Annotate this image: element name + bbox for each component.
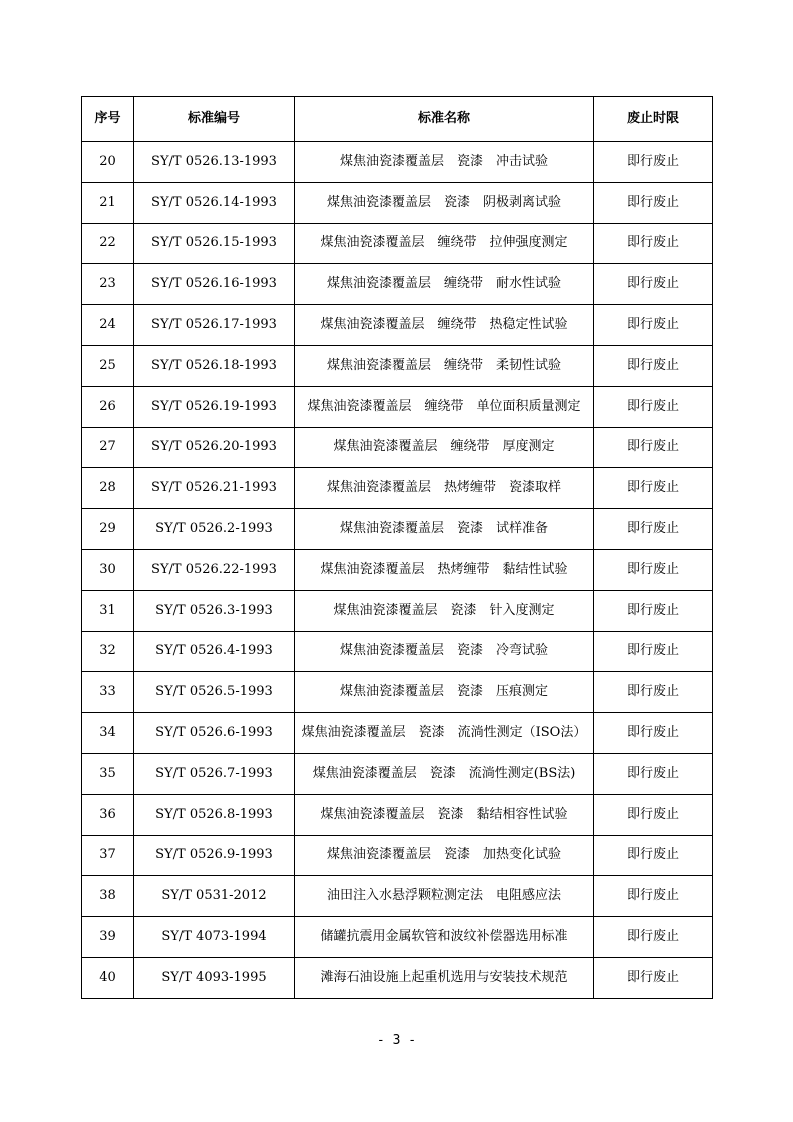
table-row xyxy=(82,345,713,386)
cell-standard-code: SY/T 0526.3-1993 xyxy=(134,590,295,631)
cell-standard-name: 煤焦油瓷漆覆盖层 瓷漆 流淌性测定（ISO法） xyxy=(295,713,594,754)
cell-standard-name: 煤焦油瓷漆覆盖层 瓷漆 黏结相容性试验 xyxy=(295,794,594,835)
header-abolish-deadline: 废止时限 xyxy=(594,97,713,142)
cell-standard-code: SY/T 0526.6-1993 xyxy=(134,713,295,754)
header-row xyxy=(82,97,713,142)
cell-serial-number: 34 xyxy=(82,713,134,754)
cell-standard-name: 煤焦油瓷漆覆盖层 缠绕带 拉伸强度测定 xyxy=(295,223,594,264)
cell-abolish-deadline: 即行废止 xyxy=(594,142,713,183)
cell-abolish-deadline: 即行废止 xyxy=(594,427,713,468)
table-row xyxy=(82,631,713,672)
cell-abolish-deadline: 即行废止 xyxy=(594,794,713,835)
cell-standard-code: SY/T 0526.19-1993 xyxy=(134,386,295,427)
cell-abolish-deadline: 即行废止 xyxy=(594,386,713,427)
cell-serial-number: 35 xyxy=(82,753,134,794)
table-header xyxy=(82,97,713,142)
cell-serial-number: 27 xyxy=(82,427,134,468)
cell-standard-name: 煤焦油瓷漆覆盖层 瓷漆 冲击试验 xyxy=(295,142,594,183)
table-row xyxy=(82,794,713,835)
cell-serial-number: 25 xyxy=(82,345,134,386)
cell-standard-code: SY/T 0526.18-1993 xyxy=(134,345,295,386)
table-row xyxy=(82,264,713,305)
cell-abolish-deadline: 即行废止 xyxy=(594,957,713,998)
cell-abolish-deadline: 即行废止 xyxy=(594,305,713,346)
cell-abolish-deadline: 即行废止 xyxy=(594,549,713,590)
table-body xyxy=(82,142,713,999)
cell-standard-name: 煤焦油瓷漆覆盖层 瓷漆 流淌性测定(BS法) xyxy=(295,753,594,794)
table-row xyxy=(82,713,713,754)
cell-serial-number: 20 xyxy=(82,142,134,183)
cell-standard-code: SY/T 0526.15-1993 xyxy=(134,223,295,264)
table-row xyxy=(82,509,713,550)
cell-standard-name: 煤焦油瓷漆覆盖层 瓷漆 压痕测定 xyxy=(295,672,594,713)
table-row xyxy=(82,182,713,223)
table-row xyxy=(82,672,713,713)
cell-standard-name: 煤焦油瓷漆覆盖层 瓷漆 试样准备 xyxy=(295,509,594,550)
cell-standard-code: SY/T 0526.5-1993 xyxy=(134,672,295,713)
cell-abolish-deadline: 即行废止 xyxy=(594,917,713,958)
table-row xyxy=(82,590,713,631)
cell-standard-code: SY/T 0526.4-1993 xyxy=(134,631,295,672)
cell-serial-number: 31 xyxy=(82,590,134,631)
cell-serial-number: 37 xyxy=(82,835,134,876)
cell-standard-code: SY/T 0526.21-1993 xyxy=(134,468,295,509)
cell-abolish-deadline: 即行废止 xyxy=(594,876,713,917)
cell-standard-code: SY/T 0526.16-1993 xyxy=(134,264,295,305)
cell-standard-name: 煤焦油瓷漆覆盖层 缠绕带 柔韧性试验 xyxy=(295,345,594,386)
cell-standard-name: 煤焦油瓷漆覆盖层 缠绕带 耐水性试验 xyxy=(295,264,594,305)
header-standard-name: 标准名称 xyxy=(295,97,594,142)
cell-serial-number: 33 xyxy=(82,672,134,713)
cell-standard-name: 煤焦油瓷漆覆盖层 瓷漆 加热变化试验 xyxy=(295,835,594,876)
standards-table xyxy=(81,96,713,999)
cell-abolish-deadline: 即行废止 xyxy=(594,468,713,509)
cell-serial-number: 22 xyxy=(82,223,134,264)
table-row xyxy=(82,917,713,958)
cell-abolish-deadline: 即行废止 xyxy=(594,509,713,550)
cell-standard-code: SY/T 0526.9-1993 xyxy=(134,835,295,876)
table-row xyxy=(82,386,713,427)
cell-abolish-deadline: 即行废止 xyxy=(594,264,713,305)
cell-standard-name: 煤焦油瓷漆覆盖层 热烤缠带 黏结性试验 xyxy=(295,549,594,590)
cell-serial-number: 38 xyxy=(82,876,134,917)
cell-standard-code: SY/T 0526.8-1993 xyxy=(134,794,295,835)
table-row xyxy=(82,468,713,509)
cell-serial-number: 23 xyxy=(82,264,134,305)
cell-abolish-deadline: 即行废止 xyxy=(594,753,713,794)
page-number: - 3 - xyxy=(376,1033,417,1048)
cell-abolish-deadline: 即行废止 xyxy=(594,590,713,631)
table-row xyxy=(82,305,713,346)
cell-standard-name: 煤焦油瓷漆覆盖层 瓷漆 阴极剥离试验 xyxy=(295,182,594,223)
cell-abolish-deadline: 即行废止 xyxy=(594,835,713,876)
cell-standard-code: SY/T 0526.2-1993 xyxy=(134,509,295,550)
cell-standard-code: SY/T 4093-1995 xyxy=(134,957,295,998)
header-standard-code: 标准编号 xyxy=(134,97,295,142)
cell-standard-code: SY/T 0526.7-1993 xyxy=(134,753,295,794)
cell-abolish-deadline: 即行废止 xyxy=(594,223,713,264)
cell-standard-code: SY/T 0526.13-1993 xyxy=(134,142,295,183)
cell-serial-number: 29 xyxy=(82,509,134,550)
table-row xyxy=(82,427,713,468)
cell-standard-code: SY/T 0526.20-1993 xyxy=(134,427,295,468)
table-row xyxy=(82,549,713,590)
table-row xyxy=(82,142,713,183)
cell-abolish-deadline: 即行废止 xyxy=(594,672,713,713)
cell-serial-number: 36 xyxy=(82,794,134,835)
cell-serial-number: 24 xyxy=(82,305,134,346)
cell-serial-number: 39 xyxy=(82,917,134,958)
header-serial-number: 序号 xyxy=(82,97,134,142)
cell-standard-name: 煤焦油瓷漆覆盖层 缠绕带 热稳定性试验 xyxy=(295,305,594,346)
cell-standard-code: SY/T 0526.14-1993 xyxy=(134,182,295,223)
cell-standard-name: 煤焦油瓷漆覆盖层 瓷漆 针入度测定 xyxy=(295,590,594,631)
cell-abolish-deadline: 即行废止 xyxy=(594,713,713,754)
cell-serial-number: 30 xyxy=(82,549,134,590)
table-row xyxy=(82,876,713,917)
cell-standard-code: SY/T 0526.17-1993 xyxy=(134,305,295,346)
table-row xyxy=(82,223,713,264)
table-row xyxy=(82,835,713,876)
cell-serial-number: 26 xyxy=(82,386,134,427)
cell-standard-name: 油田注入水悬浮颗粒测定法 电阻感应法 xyxy=(295,876,594,917)
cell-standard-name: 滩海石油设施上起重机选用与安装技术规范 xyxy=(295,957,594,998)
cell-serial-number: 32 xyxy=(82,631,134,672)
cell-abolish-deadline: 即行废止 xyxy=(594,182,713,223)
cell-standard-name: 煤焦油瓷漆覆盖层 热烤缠带 瓷漆取样 xyxy=(295,468,594,509)
cell-standard-name: 煤焦油瓷漆覆盖层 缠绕带 厚度测定 xyxy=(295,427,594,468)
cell-standard-name: 储罐抗震用金属软管和波纹补偿器选用标准 xyxy=(295,917,594,958)
cell-abolish-deadline: 即行废止 xyxy=(594,631,713,672)
cell-serial-number: 21 xyxy=(82,182,134,223)
cell-abolish-deadline: 即行废止 xyxy=(594,345,713,386)
table-row xyxy=(82,753,713,794)
cell-standard-code: SY/T 0531-2012 xyxy=(134,876,295,917)
cell-serial-number: 40 xyxy=(82,957,134,998)
table-row xyxy=(82,957,713,998)
cell-standard-code: SY/T 4073-1994 xyxy=(134,917,295,958)
cell-standard-code: SY/T 0526.22-1993 xyxy=(134,549,295,590)
cell-standard-name: 煤焦油瓷漆覆盖层 瓷漆 冷弯试验 xyxy=(295,631,594,672)
cell-serial-number: 28 xyxy=(82,468,134,509)
cell-standard-name: 煤焦油瓷漆覆盖层 缠绕带 单位面积质量测定 xyxy=(295,386,594,427)
